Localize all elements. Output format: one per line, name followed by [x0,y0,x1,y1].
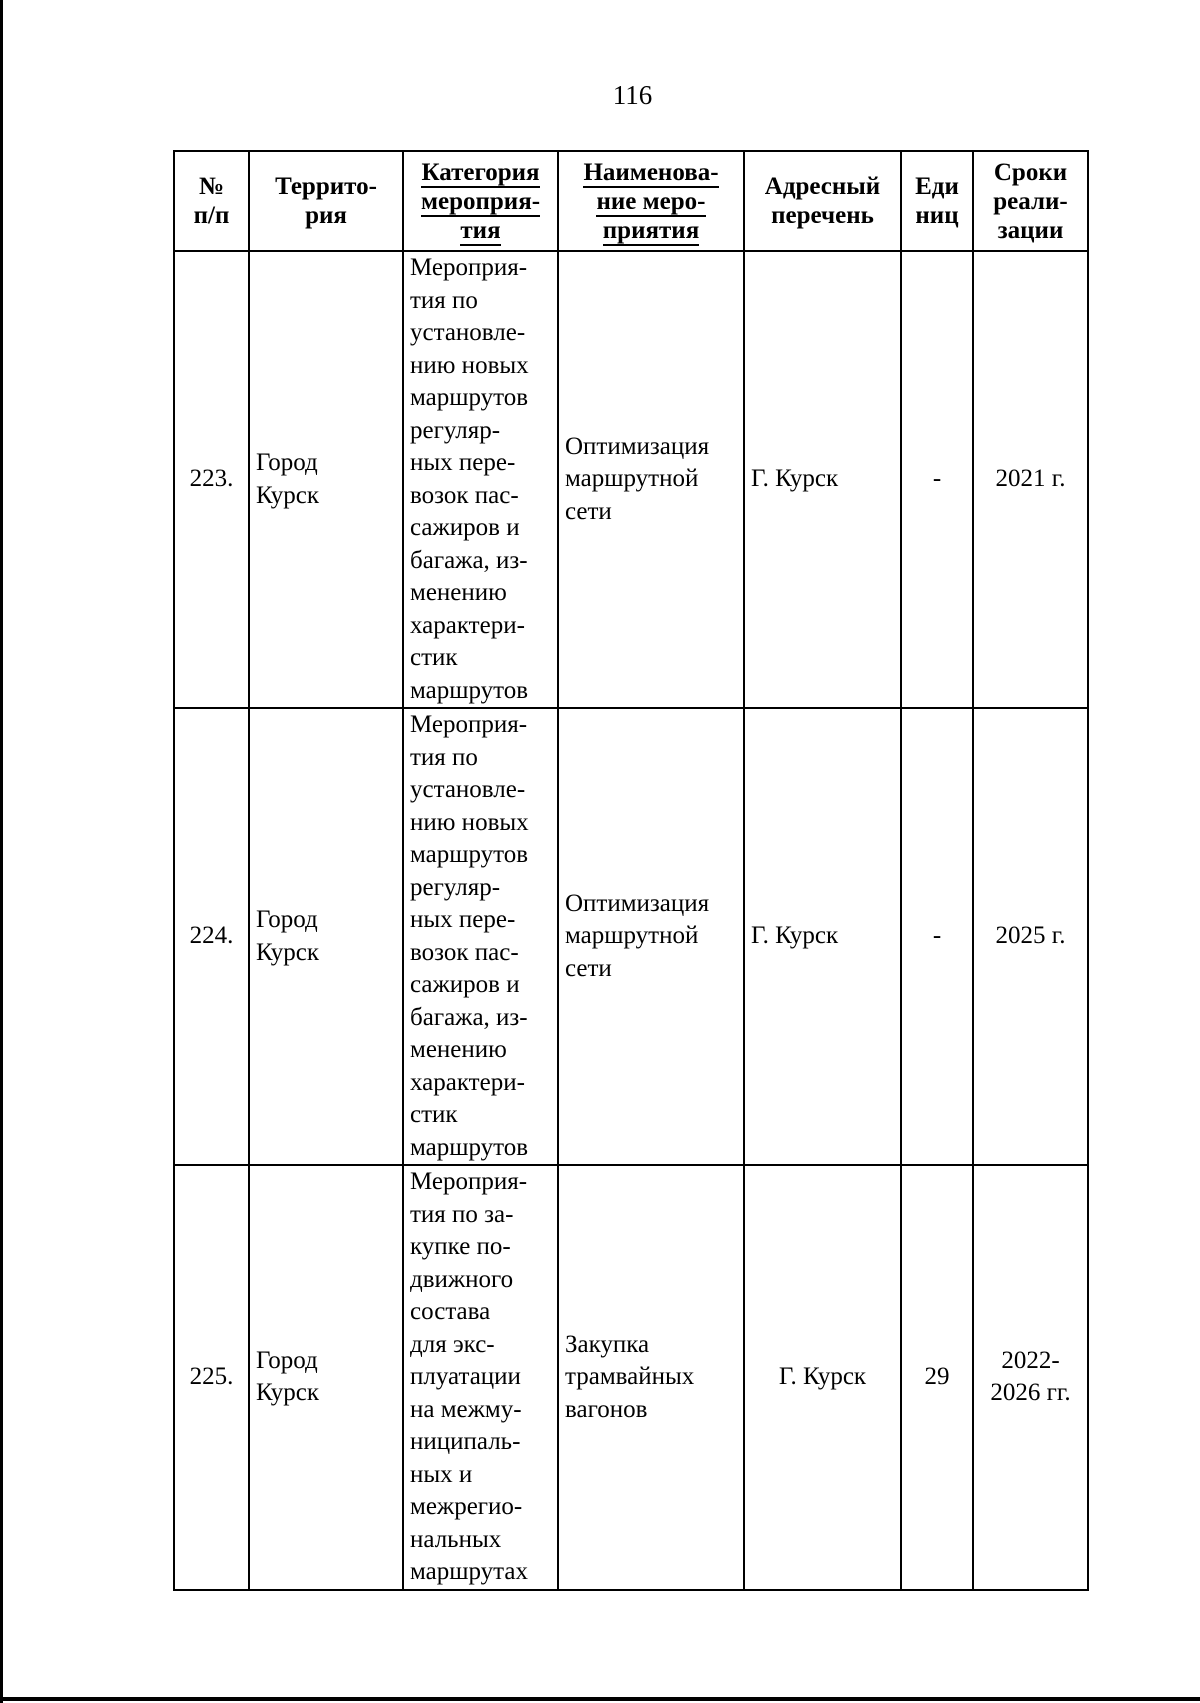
row-category: Мероприя- тия по за- купке по- движного состава для экс- плуатации на межму- ниципаль- ных и межрегио- нальных маршрутах [403,1165,558,1590]
row-address: Г. Курск [744,708,901,1165]
table-row [174,708,1088,1165]
scan-edge-left [0,0,3,1703]
row-num: 223. [174,251,249,708]
row-territory: Город Курск [249,251,403,708]
row-territory: Город Курск [249,708,403,1165]
header-units: Еди ниц [901,151,973,251]
table-row [174,1165,1088,1590]
row-terms: 2022- 2026 гг. [973,1165,1088,1590]
row-terms: 2025 г. [973,708,1088,1165]
row-units: - [901,251,973,708]
row-name: Закупка трамвайных вагонов [558,1165,744,1590]
header-name: Наименова- ние меро- приятия [558,151,744,251]
measures-table [173,150,1089,1591]
header-terms: Сроки реали- зации [973,151,1088,251]
header-address: Адресный перечень [744,151,901,251]
row-num: 224. [174,708,249,1165]
row-num: 225. [174,1165,249,1590]
header-num: № п/п [174,151,249,251]
row-address: Г. Курск [744,251,901,708]
header-territory: Террито- рия [249,151,403,251]
row-category: Мероприя- тия по установле- нию новых маршрутов регуляр- ных пере- возок пас- сажиров и багажа, из- менению характери- стик маршрутов [403,708,558,1165]
page-number: 116 [612,80,653,110]
row-territory: Город Курск [249,1165,403,1590]
scan-edge-bottom [0,1697,1200,1701]
header-category: Категория мероприя- тия [403,151,558,251]
row-terms: 2021 г. [973,251,1088,708]
row-name: Оптимизация маршрутной сети [558,708,744,1165]
table-header-row [174,151,1088,251]
table-row [174,251,1088,708]
row-units: 29 [901,1165,973,1590]
row-name: Оптимизация маршрутной сети [558,251,744,708]
row-units: - [901,708,973,1165]
row-category: Мероприя- тия по установле- нию новых маршрутов регуляр- ных пере- возок пас- сажиров и багажа, из- менению характери- стик маршрутов [403,251,558,708]
row-address: Г. Курск [744,1165,901,1590]
